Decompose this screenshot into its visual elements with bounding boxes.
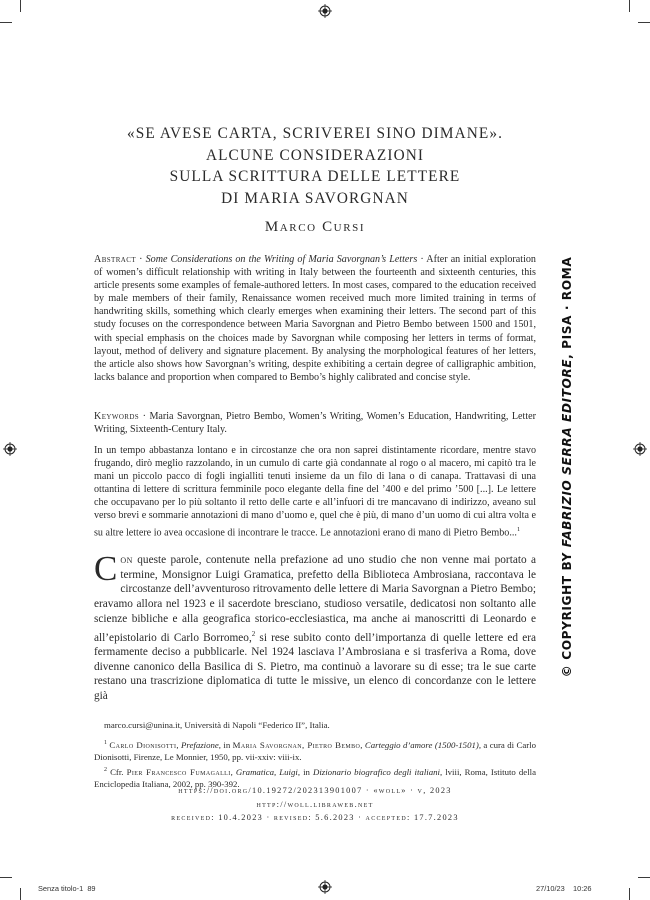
body-paragraph — [94, 549, 536, 704]
doi-line[interactable]: https://doi.org/10.19272/202313901007 · «woll» · v, 2023 — [178, 786, 452, 795]
crop-mark — [629, 888, 630, 900]
copyright-prefix: © COPYRIGHT BY — [560, 547, 574, 678]
footnote-author: Carlo Dionisotti — [109, 739, 177, 750]
crop-mark — [20, 888, 21, 900]
title-line: DI MARIA SAVORGNAN — [221, 189, 409, 207]
footnote-rest: , a cura di Carlo Dionisotti, Firenze, Le Monnier, 1950, pp. vii-xxiv: viii-ix. — [94, 739, 536, 762]
abstract-separator: · — [417, 254, 427, 265]
crop-mark — [0, 22, 12, 23]
registration-mark-icon — [318, 4, 332, 18]
footnote-work: Dizionario biografico degli italiani — [313, 766, 440, 777]
block-quote — [94, 444, 536, 539]
author-affiliation: marco.cursi@unina.it, Università di Napoli “Federico II”, Italia. — [104, 720, 330, 730]
crop-mark — [638, 877, 650, 878]
footnote-work: Prefazione — [181, 739, 219, 750]
registration-mark-icon — [3, 442, 17, 456]
slug-date — [536, 884, 592, 893]
registration-mark-icon — [633, 442, 647, 456]
footnote-separator: , in — [218, 739, 233, 750]
footnote-separator: , — [230, 766, 236, 777]
slug-file — [38, 884, 96, 893]
abstract-title: Some Considerations on the Writing of Maria Savorgnan’s Letters — [145, 254, 418, 265]
imprint — [94, 784, 536, 825]
footnote-work: Gramatica, Luigi — [235, 766, 298, 777]
footnote-number: 1 — [104, 740, 107, 746]
crop-mark — [20, 0, 21, 12]
title-line: SULLA SCRITTURA DELLE LETTERE — [169, 168, 461, 185]
footnote-reference[interactable]: 2 — [251, 629, 256, 638]
footnotes — [94, 719, 536, 790]
slug-date-value: 27/10/23 — [536, 884, 565, 893]
keywords-separator: · — [139, 411, 150, 422]
footnote-prefix: Cfr. — [110, 766, 127, 777]
footnote-authors: Maria Savorgnan, Pietro Bembo — [232, 739, 361, 750]
footnote-separator: , in — [297, 766, 313, 777]
title-line: «SE AVESE CARTA, SCRIVEREI SINO DIMANE». — [126, 125, 503, 142]
footnote-work: Carteggio d’amore (1500-1501) — [364, 739, 479, 750]
footnote — [94, 737, 536, 763]
author-name: Marco Cursi — [264, 219, 366, 235]
journal-url[interactable]: http://woll.libraweb.net — [256, 799, 374, 809]
abstract-label: Abstract — [94, 254, 136, 265]
registration-mark-icon — [318, 880, 332, 894]
keywords — [94, 410, 536, 436]
footnote-separator: , — [176, 739, 181, 750]
footnote-number: 2 — [104, 766, 107, 773]
body-text-part: si rese subito conto dell’importanza di quelle lettere ed era fermamente deciso a pubblicarle. Nel 1924 lasciava l’Ambrosiana e si trasferiva a Roma, dove divenne canonico della Basilica di S. Pietro, ma continuò a lavorare su di esse; tra le sue carte restano una trascrizione diplomatica di tutte le missive, un elenco di concordanze con le lettere già — [94, 631, 536, 703]
keywords-text: Maria Savorgnan, Pietro Bembo, Women’s Writing, Women’s Education, Handwriting, Letter Writing, Sixteenth-Century Italy. — [94, 411, 536, 436]
crop-mark — [638, 22, 650, 23]
abstract-separator: · — [136, 254, 146, 265]
copyright-suffix: , PISA · ROMA — [560, 256, 574, 359]
slug-page-number: 89 — [87, 884, 96, 893]
footnote-reference[interactable]: 1 — [516, 525, 521, 533]
copyright-publisher: FABRIZIO SERRA EDITORE — [560, 358, 574, 548]
slug-file-name: Senza titolo-1 — [38, 884, 84, 893]
abstract-text: After an initial exploration of women’s difficult relationship with writing in Italy between the fourteenth and sixteenth centuries, this article presents some examples of female-authored letters. In most cases, compared to the education received by male members of their family, Renaissance women received much more limited training in terms of handwriting skills, something which clearly emerges when examining their letters. The second part of this study focuses on the correspondence between Maria Savorgnan and Pietro Bembo between 1500 and 1501, with special emphasis on the choices made by Savorgnan while composing her letters in terms of format, layout, method of delivery and signature placement. By analysing the morphological features of her letters, the article also shows how Savorgnan’s writing, despite exhibiting a certain degree of calligraphic ambition, lacks balance and proportion when compared to Bembo’s highly calibrated and concise style. — [94, 254, 536, 383]
crop-mark — [629, 0, 630, 12]
dates-line: received: 10.4.2023 · revised: 5.6.2023 · accepted: 17.7.2023 — [171, 813, 459, 823]
title-line: ALCUNE CONSIDERAZIONI — [205, 146, 425, 164]
slug-time-value: 10:26 — [573, 884, 592, 893]
footnote-separator: , — [360, 739, 365, 750]
crop-mark — [0, 877, 12, 878]
body-text-part: queste parole, contenute nella prefazione ad uno studio che non venne mai portato a termine, Monsignor Luigi Gramatica, prefetto della Biblioteca Ambrosiana, raccontava le circostanze dell’avventuroso ritrovamento delle lettere di Maria Savorgnan a Pietro Bembo; eravamo allora nel 1923 e il sacerdote bresciano, studioso versatile, dedicatosi non soltanto alle scienze bibliche e alla geografica storico-ecclesiastica, ma anche ai manoscritti di Leonardo e all’epistolario di Carlo Borromeo, — [94, 554, 536, 644]
article-title — [95, 123, 535, 209]
footnote-rest: , lviii, Roma, Istituto della Enciclopedia Italiana, 2002, pp. 390-392. — [94, 766, 536, 789]
footnote-author: Pier Francesco Fumagalli — [126, 766, 231, 777]
first-word: on — [120, 554, 133, 566]
drop-cap: C — [94, 549, 118, 588]
keywords-label: Keywords — [94, 411, 140, 422]
copyright-notice — [560, 252, 574, 682]
quote-text: In un tempo abbastanza lontano e in circostanze che ora non saprei distintamente ricordare, mentre stavo frugando, dirò meglio razzolando, in un cumulo di carte già condannate al rogo o al macero, mi capitò tra le mani un piccolo pacco di fogli ingialliti tenuti insieme da un filo di lana o di canapa. Trattavasi di una ottantina di lettere di scrittura femminile poco elegante della fine del ’400 e del primo ’500 [...]. Le lettere che occupavano per lo più soltanto il retto delle carte e all’infuori di tre mancavano di indirizzo, aveano sul verso brevi e sommarie annotazioni di mano d’uomo e, quel che è più, di mano d’un uomo di cui altra volta e su altre lettere io avea occasione di incontrare le tracce. Le annotazioni erano di mano di Pietro Bembo... — [94, 445, 536, 538]
abstract — [94, 253, 536, 384]
